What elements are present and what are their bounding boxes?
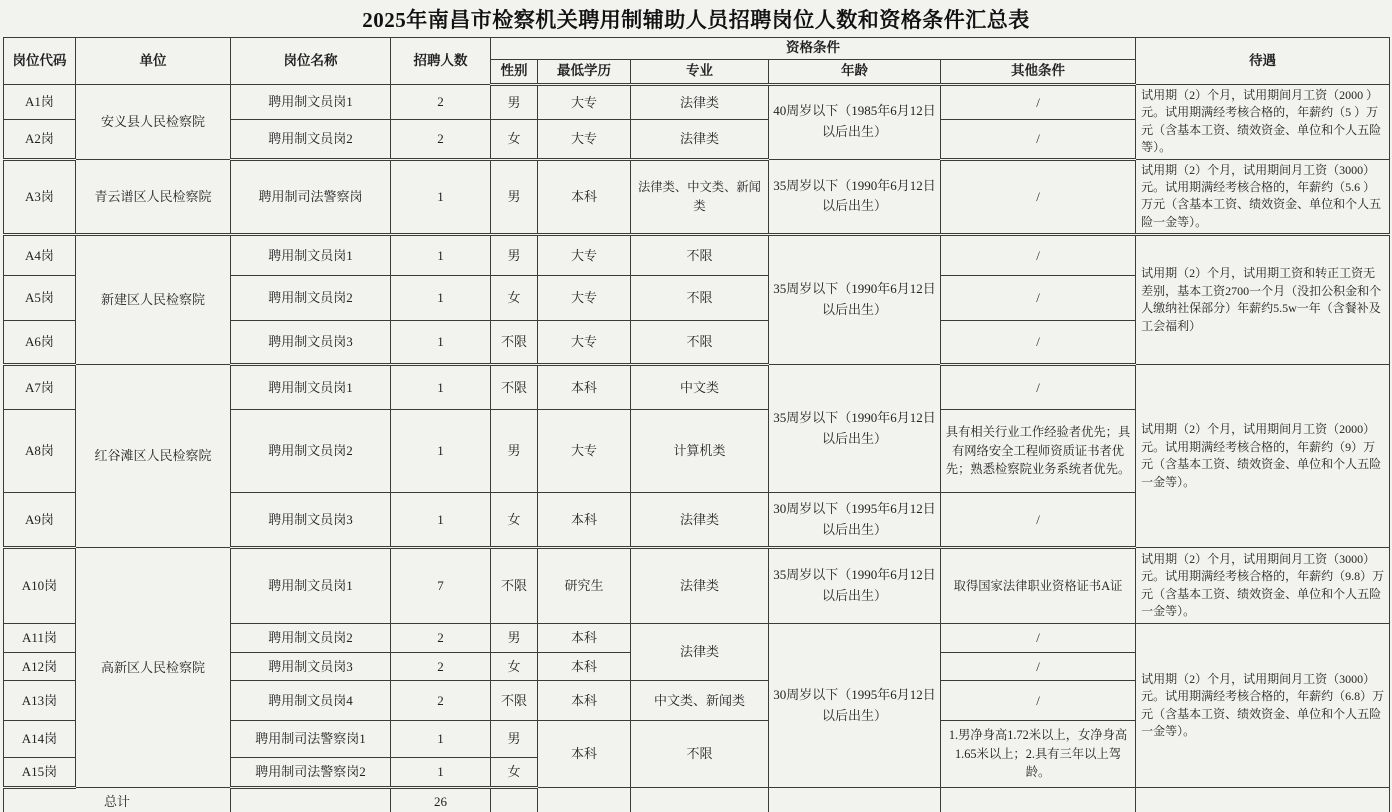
a12-code: A12岗: [4, 653, 76, 681]
a6-major: 不限: [631, 321, 769, 365]
a12-count: 2: [391, 653, 491, 681]
a3-other: /: [941, 159, 1136, 235]
a15-code: A15岗: [4, 758, 76, 788]
a5-other: /: [941, 276, 1136, 321]
table-row: [4, 235, 1390, 276]
a1-code: A1岗: [4, 85, 76, 120]
a5-gender: 女: [491, 276, 538, 321]
header-treatment: 待遇: [1136, 38, 1390, 85]
a9-education: 本科: [538, 493, 631, 548]
total-label: 总计: [4, 788, 231, 812]
total-other-empty: [941, 788, 1136, 812]
a5-education: 大专: [538, 276, 631, 321]
a13-other: /: [941, 681, 1136, 721]
a10-gender: 不限: [491, 548, 538, 624]
a3-gender: 男: [491, 159, 538, 235]
a9-other: /: [941, 493, 1136, 548]
header-education: 最低学历: [538, 60, 631, 85]
a2-code: A2岗: [4, 120, 76, 159]
a2-major: 法律类: [631, 120, 769, 159]
a5-position: 聘用制文员岗2: [231, 276, 391, 321]
a13-position: 聘用制文员岗4: [231, 681, 391, 721]
total-major-empty: [631, 788, 769, 812]
a11-education: 本科: [538, 624, 631, 653]
a12-education: 本科: [538, 653, 631, 681]
a6-education: 大专: [538, 321, 631, 365]
recruitment-table: [3, 37, 1390, 812]
total-education-empty: [538, 788, 631, 812]
unit-xinjian: 新建区人民检察院: [76, 235, 231, 365]
a4-count: 1: [391, 235, 491, 276]
table-row: [4, 85, 1390, 120]
a2-other: /: [941, 120, 1136, 159]
a13-gender: 不限: [491, 681, 538, 721]
a9-gender: 女: [491, 493, 538, 548]
a9-code: A9岗: [4, 493, 76, 548]
a10-education: 研究生: [538, 548, 631, 624]
age-a9: 30周岁以下（1995年6月12日以后出生）: [769, 493, 941, 548]
a11-gender: 男: [491, 624, 538, 653]
a10-position: 聘用制文员岗1: [231, 548, 391, 624]
a10-major: 法律类: [631, 548, 769, 624]
a11-other: /: [941, 624, 1136, 653]
major-a11-a12: 法律类: [631, 624, 769, 681]
a14-code: A14岗: [4, 721, 76, 758]
unit-gaoxin: 高新区人民检察院: [76, 548, 231, 788]
a5-code: A5岗: [4, 276, 76, 321]
age-a7-a8: 35周岁以下（1990年6月12日以后出生）: [769, 365, 941, 493]
table-row: [4, 365, 1390, 410]
a6-gender: 不限: [491, 321, 538, 365]
education-a14-a15: 本科: [538, 721, 631, 788]
a7-count: 1: [391, 365, 491, 410]
a4-gender: 男: [491, 235, 538, 276]
a8-major: 计算机类: [631, 410, 769, 493]
a7-position: 聘用制文员岗1: [231, 365, 391, 410]
a4-code: A4岗: [4, 235, 76, 276]
a15-gender: 女: [491, 758, 538, 788]
major-a14-a15: 不限: [631, 721, 769, 788]
header-gender: 性别: [491, 60, 538, 85]
unit-honggutan: 红谷滩区人民检察院: [76, 365, 231, 548]
a1-count: 2: [391, 85, 491, 120]
table-row: [4, 159, 1390, 235]
total-position-empty: [231, 788, 391, 812]
a1-major: 法律类: [631, 85, 769, 120]
a13-count: 2: [391, 681, 491, 721]
unit-qingyunpu: 青云谱区人民检察院: [76, 159, 231, 235]
a6-code: A6岗: [4, 321, 76, 365]
unit-anyi: 安义县人民检察院: [76, 85, 231, 160]
a3-education: 本科: [538, 159, 631, 235]
total-age-empty: [769, 788, 941, 812]
age-a11-a15: 30周岁以下（1995年6月12日以后出生）: [769, 624, 941, 788]
a12-position: 聘用制文员岗3: [231, 653, 391, 681]
a7-major: 中文类: [631, 365, 769, 410]
a10-code: A10岗: [4, 548, 76, 624]
a8-gender: 男: [491, 410, 538, 493]
a10-count: 7: [391, 548, 491, 624]
a12-other: /: [941, 653, 1136, 681]
header-major: 专业: [631, 60, 769, 85]
header-count: 招聘人数: [391, 38, 491, 85]
age-a4-a6: 35周岁以下（1990年6月12日以后出生）: [769, 235, 941, 365]
a4-major: 不限: [631, 235, 769, 276]
treatment-a7-a9: 试用期（2）个月，试用期间月工资（2000）元。试用期满经考核合格的，年薪约（9）万元（含基本工资、绩效资金、单位和个人五险一金等）。: [1136, 365, 1390, 548]
a8-code: A8岗: [4, 410, 76, 493]
a7-education: 本科: [538, 365, 631, 410]
a11-position: 聘用制文员岗2: [231, 624, 391, 653]
age-a10: 35周岁以下（1990年6月12日以后出生）: [769, 548, 941, 624]
a13-major: 中文类、新闻类: [631, 681, 769, 721]
a11-count: 2: [391, 624, 491, 653]
age-a3: 35周岁以下（1990年6月12日以后出生）: [769, 159, 941, 235]
a1-gender: 男: [491, 85, 538, 120]
a8-position: 聘用制文员岗2: [231, 410, 391, 493]
a3-major: 法律类、中文类、新闻类: [631, 159, 769, 235]
a5-count: 1: [391, 276, 491, 321]
a6-count: 1: [391, 321, 491, 365]
treatment-a10: 试用期（2）个月，试用期间月工资（3000）元。试用期满经考核合格的，年薪约（9.8）万元（含基本工资、绩效资金、单位和个人五险一金等）。: [1136, 548, 1390, 624]
a4-other: /: [941, 235, 1136, 276]
a1-education: 大专: [538, 85, 631, 120]
a6-position: 聘用制文员岗3: [231, 321, 391, 365]
total-treatment-empty: [1136, 788, 1390, 812]
header-unit: 单位: [76, 38, 231, 85]
total-count: 26: [391, 788, 491, 812]
a2-education: 大专: [538, 120, 631, 159]
a13-code: A13岗: [4, 681, 76, 721]
a1-other: /: [941, 85, 1136, 120]
a12-gender: 女: [491, 653, 538, 681]
a7-other: /: [941, 365, 1136, 410]
a4-education: 大专: [538, 235, 631, 276]
table-row: [4, 548, 1390, 624]
age-a1-a2: 40周岁以下（1985年6月12日以后出生）: [769, 85, 941, 160]
header-age: 年龄: [769, 60, 941, 85]
treatment-a4-a6: 试用期（2）个月，试用期工资和转正工资无差别，基本工资2700一个月（没扣公积金和个人缴纳社保部分）年薪约5.5w一年（含餐补及工会福利）: [1136, 235, 1390, 365]
a8-other: 具有相关行业工作经验者优先；具有网络安全工程师资质证书者优先；熟悉检察院业务系统者优先。: [941, 410, 1136, 493]
a2-position: 聘用制文员岗2: [231, 120, 391, 159]
a9-position: 聘用制文员岗3: [231, 493, 391, 548]
a7-code: A7岗: [4, 365, 76, 410]
a11-code: A11岗: [4, 624, 76, 653]
a3-count: 1: [391, 159, 491, 235]
header-code: 岗位代码: [4, 38, 76, 85]
a5-major: 不限: [631, 276, 769, 321]
a4-position: 聘用制文员岗1: [231, 235, 391, 276]
a9-major: 法律类: [631, 493, 769, 548]
header-qualification: 资格条件: [491, 38, 1136, 60]
a15-count: 1: [391, 758, 491, 788]
other-a14-a15: 1.男净身高1.72米以上，女净身高1.65米以上；2.具有三年以上驾龄。: [941, 721, 1136, 788]
a14-position: 聘用制司法警察岗1: [231, 721, 391, 758]
a7-gender: 不限: [491, 365, 538, 410]
page-title: 2025年南昌市检察机关聘用制辅助人员招聘岗位人数和资格条件汇总表: [362, 8, 1030, 32]
a10-other: 取得国家法律职业资格证书A证: [941, 548, 1136, 624]
header-other: 其他条件: [941, 60, 1136, 85]
a13-education: 本科: [538, 681, 631, 721]
a14-count: 1: [391, 721, 491, 758]
a8-count: 1: [391, 410, 491, 493]
header-position: 岗位名称: [231, 38, 391, 85]
treatment-a3: 试用期（2）个月，试用期间月工资（3000）元。试用期满经考核合格的，年薪约（5.6 ）万元（含基本工资、绩效资金、单位和个人五险一金等）。: [1136, 159, 1390, 235]
a3-code: A3岗: [4, 159, 76, 235]
total-row: [4, 788, 1390, 812]
a15-position: 聘用制司法警察岗2: [231, 758, 391, 788]
a2-gender: 女: [491, 120, 538, 159]
treatment-a11-a15: 试用期（2）个月，试用期间月工资（3000）元。试用期满经考核合格的，年薪约（6.8）万元（含基本工资、绩效资金、单位和个人五险一金等）。: [1136, 624, 1390, 788]
a9-count: 1: [391, 493, 491, 548]
a2-count: 2: [391, 120, 491, 159]
a3-position: 聘用制司法警察岗: [231, 159, 391, 235]
a1-position: 聘用制文员岗1: [231, 85, 391, 120]
a14-gender: 男: [491, 721, 538, 758]
a6-other: /: [941, 321, 1136, 365]
treatment-a1-a2: 试用期（2）个月，试用期间月工资（2000 ）元。试用期满经考核合格的，年薪约（5 ）万元（含基本工资、绩效资金、单位和个人五险等）。: [1136, 85, 1390, 160]
a8-education: 大专: [538, 410, 631, 493]
total-gender-empty: [491, 788, 538, 812]
